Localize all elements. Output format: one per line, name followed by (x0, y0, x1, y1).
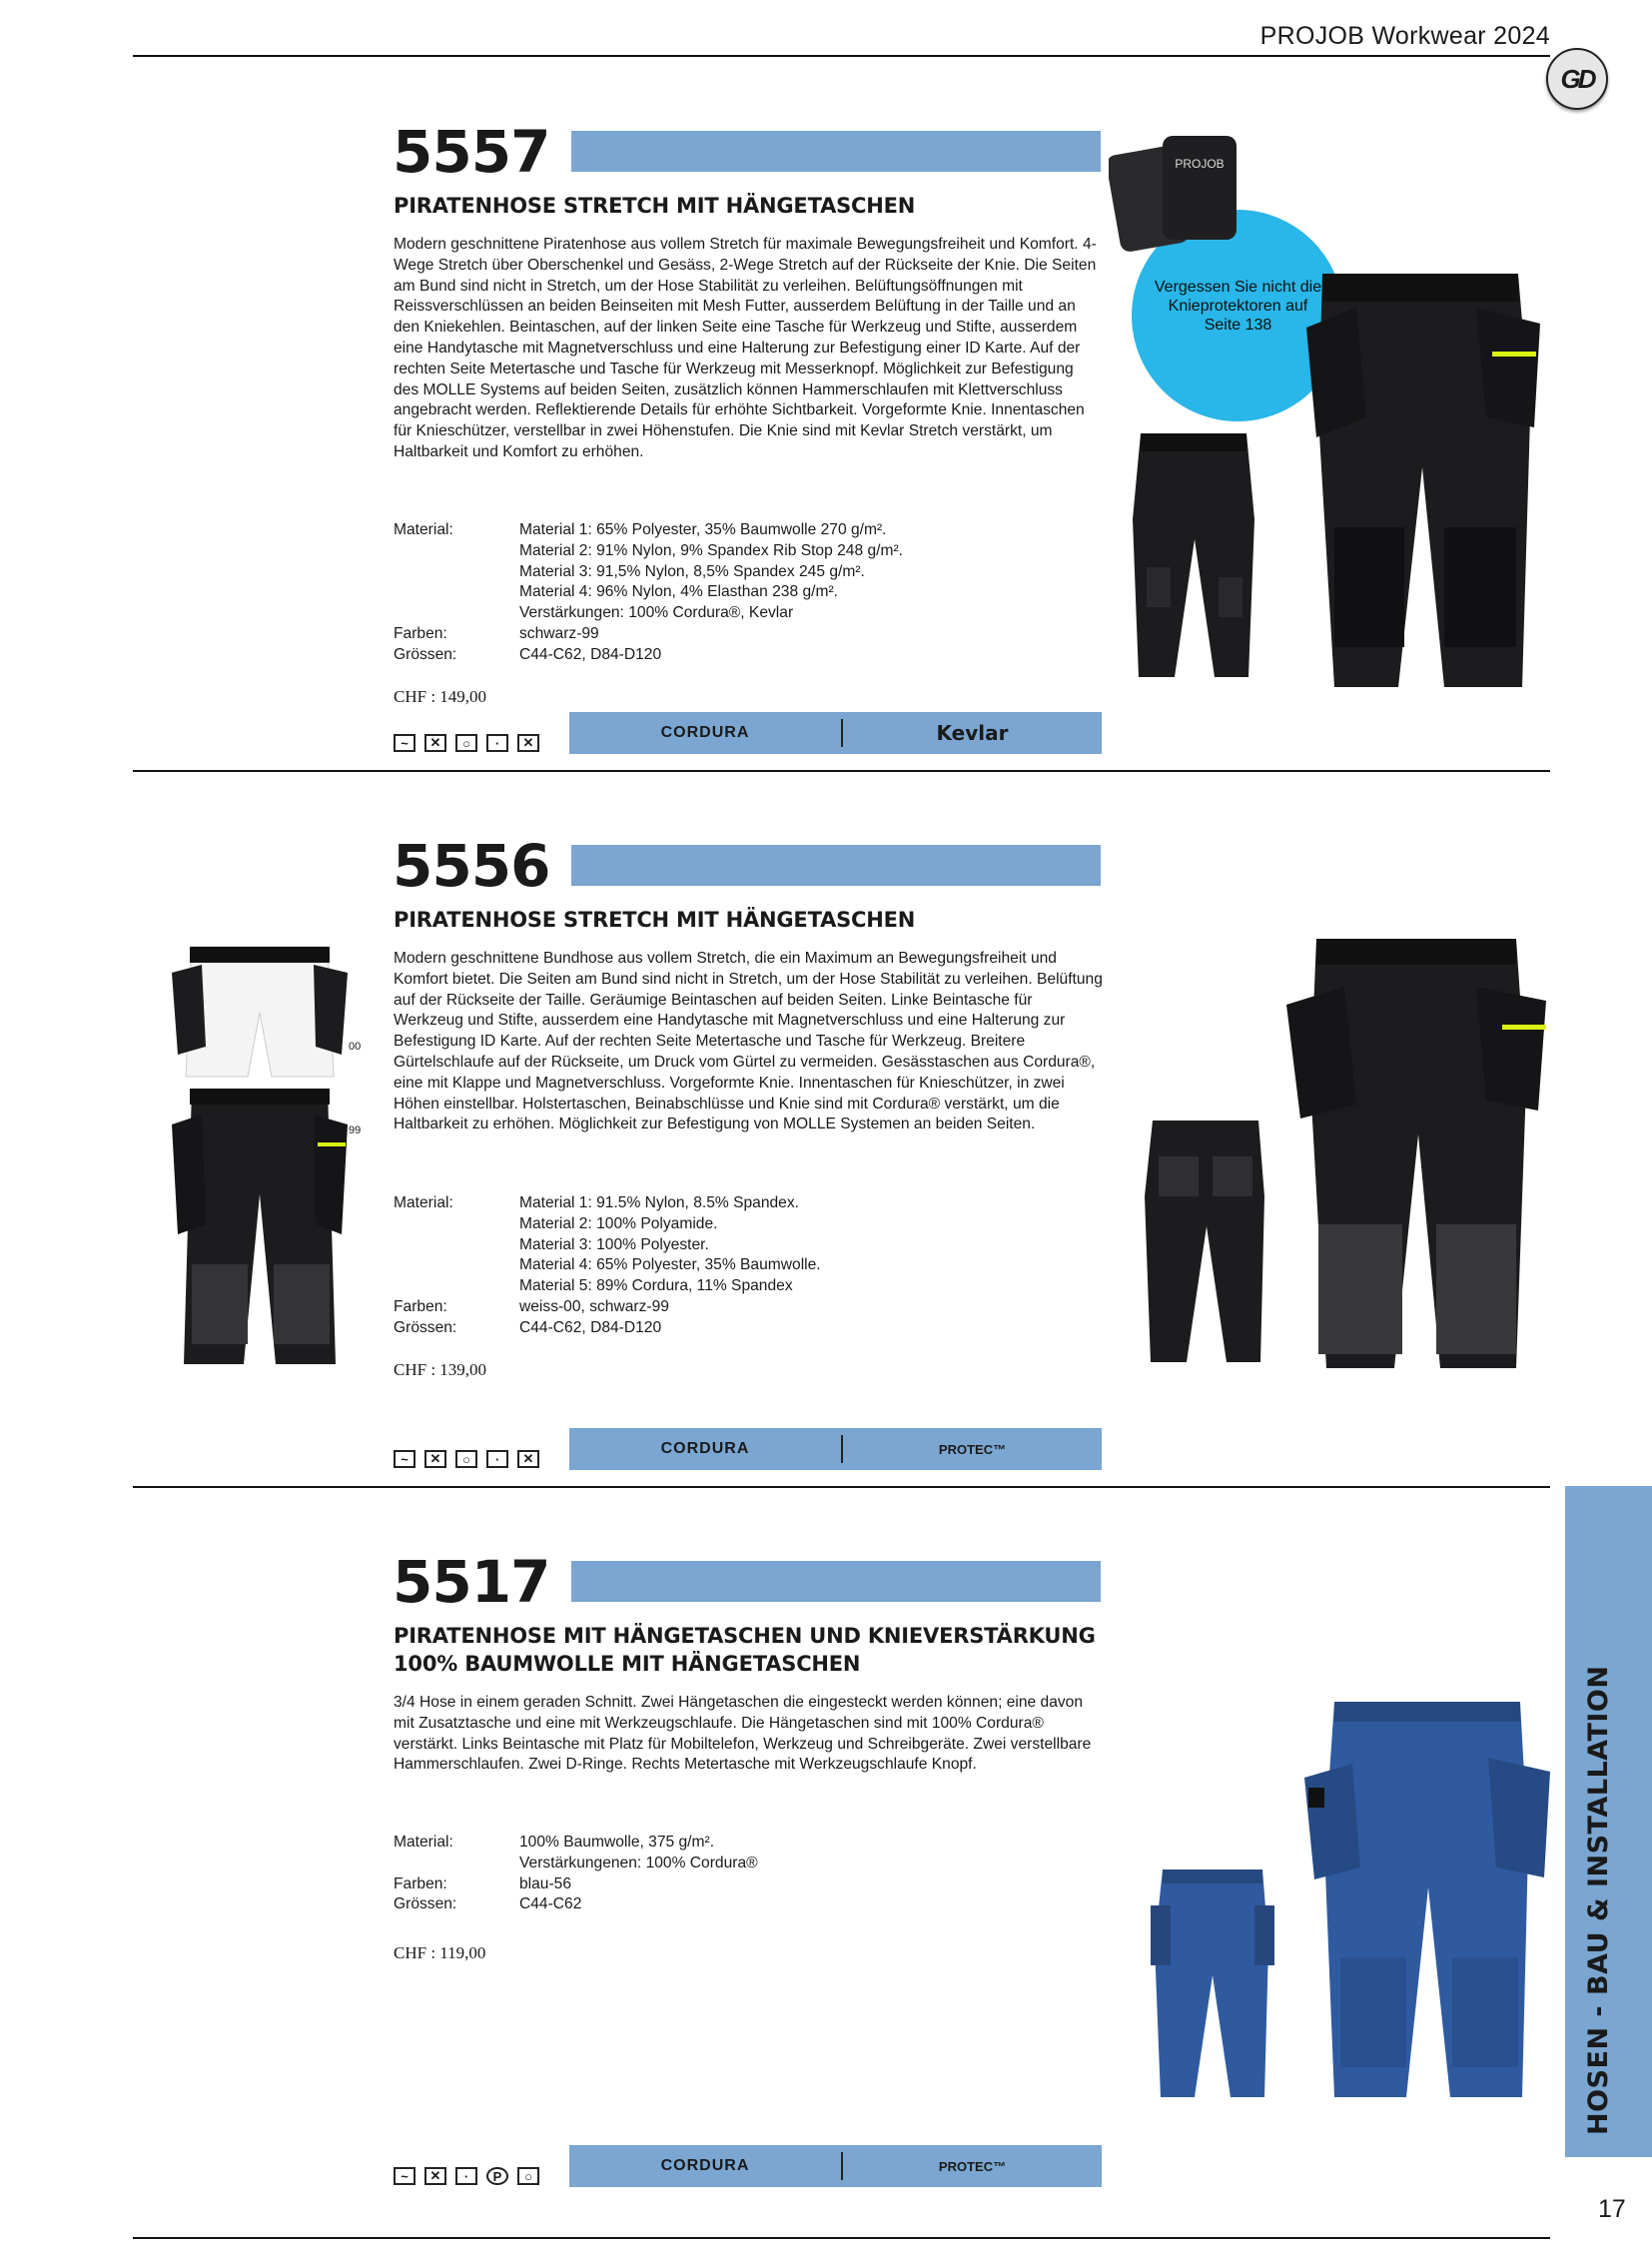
kevlar-logo: Kevlar (936, 721, 1009, 745)
wash-40-icon: ~ (394, 2167, 415, 2185)
brand-bar (569, 1428, 1102, 1470)
product-description: Modern geschnittene Bundhose aus vollem Stretch, die ein Maximum an Bewegungsfreiheit und Komfort bietet. Die Seiten am Bund sind nicht in Stretch, um der Hose Stabilität zu verleihen. Belüftung auf der Rückseite der Taille. Geräumige Beintaschen auf beiden Seiten. Linke Beintasche für Werkzeug und Stifte, ausserdem eine Handytasche mit Magnetverschluss und eine Halterung zur Befestigung ID Karte. Auf der rechten Seite Metertasche und Tasche für Werkzeug. Breitere Gürtelschlaufe auf der Rückseite, um Druck vom Gürtel zu vermeiden. Gesässtaschen aus Cordura®, eine mit Klappe und Magnetverschluss. Vorgeformte Knie. Innentaschen für Knieschützer, in zwei Höhen einstellbar. Holstertaschen, Beinabschlüsse und Knie sind mit Cordura® verstärkt, um die Haltbarkeit zu erhöhen. Möglichkeit zur Befestigung von MOLLE Systemen an beiden Seiten. (394, 950, 1103, 1133)
product-description: Modern geschnittene Piratenhose aus vollem Stretch für maximale Bewegungsfreiheit und Komfort. 4-Wege Stretch über Oberschenkel und Gesäss, 2-Wege Stretch auf der Rückseite der Knie. Die Seiten am Bund sind nicht in Stretch, um der Hose Stabilität zu verleihen. Belüftungsöffnungen mit Reissverschlüssen an beiden Beinseiten mit Mesh Futter, ausserdem Belüftung in der Taille und an den Kniekehlen. Beintaschen, auf der linken Seite eine Tasche für Werkzeug und Stifte, ausserdem eine Handytasche mit Magnetverschluss und eine Halterung zur Befestigung einer ID Karte. Auf der rechten Seite Metertasche und Tasche für Werkzeug mit Messerknopf. Möglichkeit zur Befestigung des MOLLE Systems auf beiden Seiten, zusätzlich können Hammerschlaufen mit Klettverschluss angebracht werden. Reflektierende Details für erhöhte Sichtbarkeit. Vorgeformte Knie. Innentaschen für Knieschützer, verstellbar in zwei Höhenstufen. Die Knie sind mit Kevlar Stretch verstärkt, um Haltbarkeit und Komfort zu erhöhen. (394, 236, 1097, 460)
promo-text: Vergessen Sie nicht die Knieprotektoren auf Seite 138 (1154, 279, 1322, 334)
spec-value: schwarz-99 (519, 624, 599, 642)
spec-value: Material 3: 91,5% Nylon, 8,5% Spandex 245 g/m². (519, 562, 865, 580)
variant-label: 00 (349, 1041, 362, 1053)
spec-value: Material 4: 65% Polyester, 35% Baumwolle. (519, 1256, 821, 1274)
product-image-front (1280, 935, 1554, 1372)
spec-label: Material: (394, 1834, 453, 1851)
product-code: 5556 (393, 832, 550, 900)
price: CHF : 119,00 (394, 1943, 486, 1962)
spec-value: Verstärkungen: 100% Cordura®, Kevlar (519, 604, 794, 622)
price: CHF : 139,00 (394, 1360, 487, 1379)
code-accent-bar (571, 845, 1101, 886)
spec-value: Material 3: 100% Polyester. (519, 1235, 709, 1253)
no-dry-clean-icon: ✕ (517, 1450, 539, 1468)
product-code: 5557 (393, 118, 550, 186)
iron-low-icon: · (486, 1450, 508, 1468)
section-separator (133, 770, 1550, 772)
no-bleach-icon: ✕ (424, 734, 446, 752)
spec-value: Verstärkungenen: 100% Cordura® (519, 1854, 758, 1871)
product-image-front (1286, 268, 1560, 699)
spec-label: Farben: (394, 624, 447, 642)
spec-value: blau-56 (519, 1874, 572, 1892)
wash-40-icon: ~ (394, 1450, 415, 1468)
no-dry-clean-icon: ✕ (517, 734, 539, 752)
product-image-back (1151, 1866, 1274, 2101)
product-image-back (1127, 427, 1260, 689)
care-symbols (394, 1450, 539, 1468)
spec-label: Material: (394, 1194, 453, 1211)
header-rule (133, 55, 1550, 57)
product-title: PIRATENHOSE STRETCH MIT HÄNGETASCHEN (394, 194, 916, 218)
tumble-dry-icon: ○ (455, 734, 477, 752)
brand-bar (569, 712, 1102, 754)
spec-label: Farben: (394, 1874, 447, 1892)
product-code: 5517 (393, 1548, 550, 1616)
catalog-title: PROJOB Workwear 2024 (1259, 22, 1550, 50)
spec-label: Grössen: (394, 1318, 457, 1336)
protec-logo: PROTEC™ (938, 2158, 1007, 2174)
spec-value: Material 1: 91.5% Nylon, 8.5% Spandex. (519, 1194, 799, 1211)
variant-label: 99 (349, 1124, 362, 1136)
tumble-dry-icon: ○ (455, 1450, 477, 1468)
spec-value: Material 1: 65% Polyester, 35% Baumwolle 270 g/m². (519, 521, 887, 538)
spec-label: Farben: (394, 1297, 447, 1315)
spec-value: weiss-00, schwarz-99 (519, 1297, 669, 1315)
product-image-front (1300, 1698, 1556, 2101)
wash-40-icon: ~ (394, 734, 415, 752)
code-accent-bar (571, 1561, 1101, 1602)
care-symbols (394, 734, 539, 752)
knee-pad-image (1109, 128, 1268, 258)
spec-label: Grössen: (394, 645, 457, 663)
product-description: 3/4 Hose in einem geraden Schnitt. Zwei Hängetaschen die eingesteckt werden können; eine davon mit Zusatztasche und eine mit Werkzeugschlaufe. Die Hängetaschen sind mit 100% Cordura® verstärkt. Links Beintasche mit Platz für Mobiltelefon, Werkzeug und Schreibgeräte. Zwei verstellbare Hammerschlaufen. Zwei D-Ringe. Rechts Metertasche mit Werkzeugschlaufe Knopf. (394, 1694, 1092, 1774)
section-side-label: HOSEN - BAU & INSTALLATION (1583, 1665, 1614, 2135)
product-image-back (1139, 1117, 1272, 1366)
iron-low-icon: · (455, 2167, 477, 2185)
code-accent-bar (571, 131, 1101, 172)
product-subtitle: 100% BAUMWOLLE MIT HÄNGETASCHEN (394, 1652, 861, 1676)
logo-text: GD (1560, 63, 1594, 94)
variant-image-black (172, 1085, 348, 1370)
spec-value: C44-C62, D84-D120 (519, 645, 662, 663)
product-title: PIRATENHOSE STRETCH MIT HÄNGETASCHEN (394, 908, 916, 932)
gd-logo (1546, 48, 1608, 110)
spec-value: C44-C62, D84-D120 (519, 1318, 662, 1336)
spec-value: Material 2: 100% Polyamide. (519, 1214, 718, 1232)
no-bleach-icon: ✕ (424, 1450, 446, 1468)
spec-label: Grössen: (394, 1895, 457, 1913)
variant-image-white (172, 943, 348, 1083)
section-separator (133, 1486, 1550, 1488)
spec-table (394, 1193, 821, 1339)
spec-table (394, 520, 903, 666)
care-symbols (394, 2167, 539, 2185)
iron-low-icon: · (486, 734, 508, 752)
spec-value: Material 5: 89% Cordura, 11% Spandex (519, 1277, 793, 1295)
dry-clean-p-icon: P (486, 2167, 508, 2185)
spec-label: Material: (394, 521, 453, 538)
spec-value: 100% Baumwolle, 375 g/m². (519, 1834, 715, 1851)
spec-value: C44-C62 (519, 1895, 582, 1913)
no-bleach-icon: ✕ (424, 2167, 446, 2185)
protec-logo: PROTEC™ (938, 1441, 1007, 1457)
spec-value: Material 2: 91% Nylon, 9% Spandex Rib Stop 248 g/m². (519, 541, 903, 559)
tumble-dry-icon: ○ (517, 2167, 539, 2185)
price: CHF : 149,00 (394, 687, 487, 706)
cordura-logo: CORDURA (660, 1440, 750, 1457)
spec-table (394, 1833, 758, 1915)
page-number: 17 (1598, 2195, 1626, 2223)
product-title: PIRATENHOSE MIT HÄNGETASCHEN UND KNIEVERSTÄRKUNG (394, 1624, 1096, 1648)
cordura-logo: CORDURA (660, 724, 750, 741)
knee-pad-label: PROJOB (1175, 157, 1225, 171)
brand-bar (569, 2145, 1102, 2187)
page-bottom-rule (133, 2237, 1550, 2239)
spec-value: Material 4: 96% Nylon, 4% Elasthan 238 g/m². (519, 583, 838, 601)
cordura-logo: CORDURA (660, 2157, 750, 2174)
